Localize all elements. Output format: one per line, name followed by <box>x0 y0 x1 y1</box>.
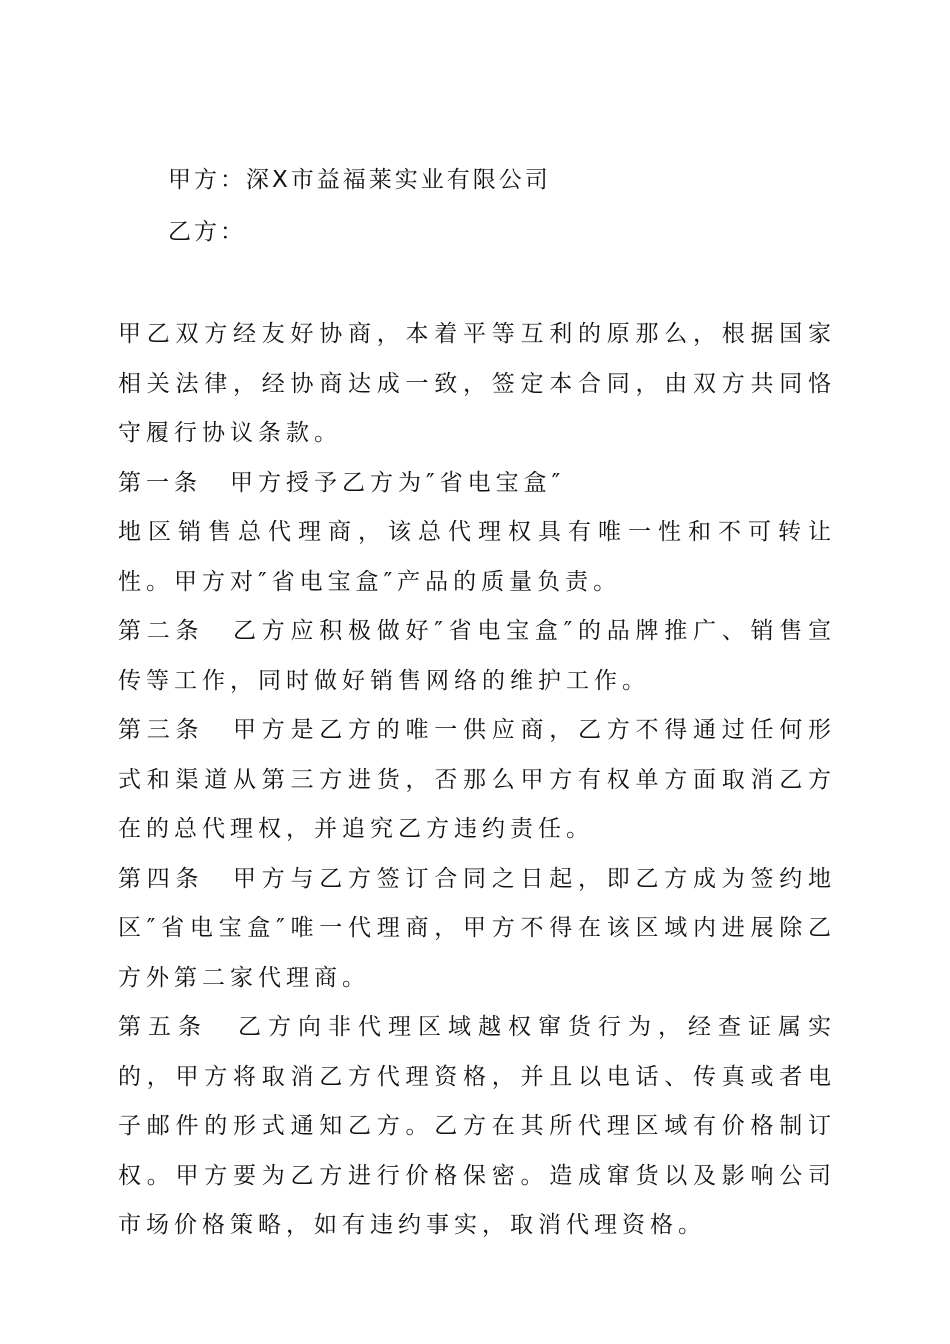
article-1-paragraph: 地区销售总代理商，该总代理权具有唯一性和不可转让性。甲方对″省电宝盒″产品的质量负责。 <box>118 519 836 595</box>
party-b-line: 乙方： <box>168 219 246 245</box>
party-a-line: 甲方：深X市益福莱实业有限公司 <box>168 167 551 193</box>
contract-body <box>118 310 836 1251</box>
intro-paragraph: 甲乙双方经友好协商，本着平等互利的原那么，根据国家相关法律，经协商达成一致，签定本合同，由双方共同恪守履行协议条款。 <box>118 321 836 446</box>
article-2-paragraph: 第二条 乙方应积极做好″省电宝盒″的品牌推广、销售宣传等工作，同时做好销售网络的维护工作。 <box>118 618 836 694</box>
article-4-paragraph: 第四条 甲方与乙方签订合同之日起，即乙方成为签约地区″省电宝盒″唯一代理商，甲方不得在该区域内进展除乙方外第二家代理商。 <box>118 865 836 991</box>
article-5-paragraph: 第五条 乙方向非代理区域越权窜货行为，经查证属实的，甲方将取消乙方代理资格，并且以电话、传真或者电子邮件的形式通知乙方。乙方在其所代理区域有价格制订权。甲方要为乙方进行价格保密。造成窜货以及影响公司市场价格策略，如有违约事实，取消代理资格。 <box>118 1014 836 1238</box>
article-1-heading: 第一条 甲方授予乙方为″省电宝盒″ <box>118 469 566 496</box>
article-3-paragraph: 第三条 甲方是乙方的唯一供应商，乙方不得通过任何形式和渠道从第三方进货，否那么甲方有权单方面取消乙方在的总代理权，并追究乙方违约责任。 <box>118 717 836 842</box>
